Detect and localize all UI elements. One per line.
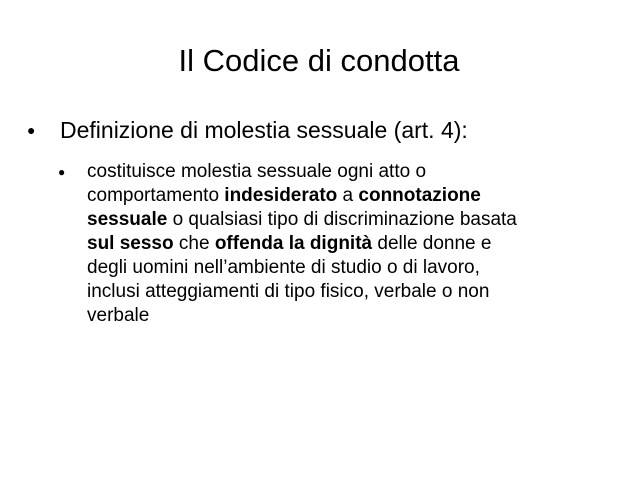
bullet-dot-icon: ●	[27, 122, 36, 138]
bold-text-run: indesiderato	[224, 185, 338, 206]
text-run: degli uomini nell’ambiente di studio o di lavoro,	[87, 257, 480, 278]
text-run: comportamento	[87, 185, 225, 206]
text-line	[87, 208, 599, 232]
text-line	[87, 304, 599, 328]
text-run: inclusi atteggiamenti di tipo fisico, verbale o non	[87, 281, 490, 302]
text-run: verbale	[87, 305, 150, 326]
text-run: a	[337, 185, 359, 206]
bullet-level-2-text	[87, 160, 599, 328]
bold-text-run: sessuale	[87, 209, 168, 230]
text-line	[87, 232, 599, 256]
text-run: che	[173, 233, 215, 254]
text-line	[87, 256, 599, 280]
text-line	[87, 160, 599, 184]
bold-text-run: offenda la dignità	[214, 233, 373, 254]
bullet-dot-icon: ●	[58, 165, 66, 179]
text-run: delle donne e	[372, 233, 492, 254]
text-line	[87, 184, 599, 208]
bold-text-run: connotazione	[358, 185, 481, 206]
text-run: o qualsiasi tipo di discriminazione basata	[167, 209, 517, 230]
bullet-level-1-text: Definizione di molestia sessuale (art. 4):	[60, 117, 468, 143]
bold-text-run: sul sesso	[87, 233, 174, 254]
slide-title: Il Codice di condotta	[178, 43, 460, 78]
text-run: costituisce molestia sessuale ogni atto o	[87, 161, 427, 182]
text-line	[87, 280, 599, 304]
